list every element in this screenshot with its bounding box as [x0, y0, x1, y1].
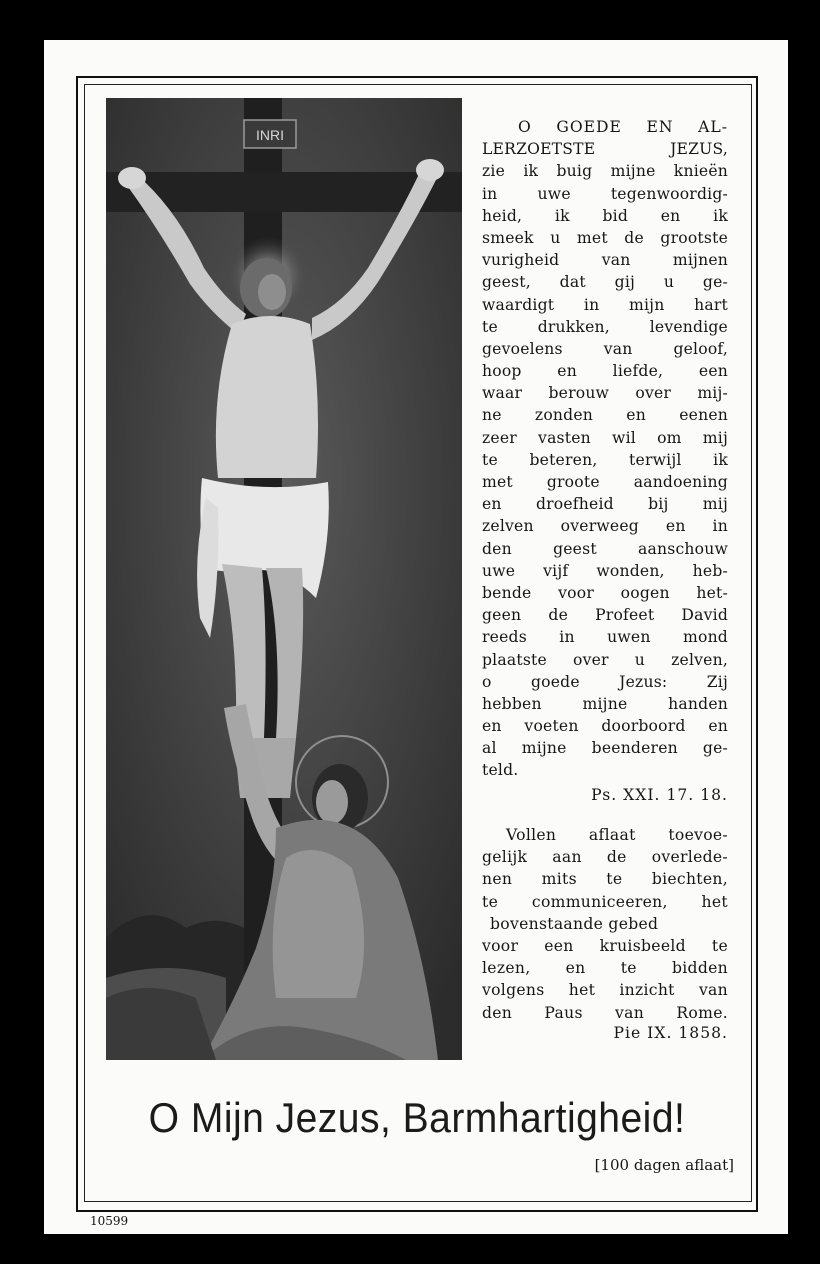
prayer-line: uwe vijf wonden, heb-: [482, 561, 728, 580]
prayer-card: [44, 40, 788, 1234]
psalm-reference: Ps. XXI. 17. 18.: [591, 786, 728, 804]
prayer-line: en droefheid bij mij: [482, 495, 728, 514]
prayer-line: zeer vasten wil om mij: [482, 428, 728, 447]
prayer-line: smeek u met de grootste: [482, 228, 728, 247]
prayer-line: LERZOETSTE JEZUS,: [482, 140, 728, 159]
indulgence-line: voor een kruisbeeld te: [482, 936, 728, 955]
prayer-line: te beteren, terwijl ik: [482, 450, 728, 469]
indulgence-line: den Paus van Rome.: [482, 1003, 728, 1022]
prayer-line: in uwe tegenwoordig-: [482, 184, 728, 203]
prayer-line: zie ik buig mijne knieën: [482, 162, 728, 181]
prayer-line: te drukken, levendige: [482, 317, 728, 336]
pope-reference: Pie IX. 1858.: [613, 1024, 728, 1042]
prayer-line: hoop en liefde, een: [482, 362, 728, 381]
prayer-line: o goede Jezus: Zij: [482, 672, 728, 691]
indulgence-text: [482, 824, 728, 1024]
catalog-number: 10599: [90, 1214, 129, 1228]
indulgence-line: te communiceeren, het: [482, 892, 728, 911]
prayer-line: waar berouw over mij-: [482, 384, 728, 403]
prayer-text: [482, 116, 728, 782]
prayer-line: vurigheid van mijnen: [482, 251, 728, 270]
prayer-line: geen de Profeet David: [482, 606, 728, 625]
prayer-line: teld.: [482, 761, 519, 780]
indulgence-line: lezen, en te bidden: [482, 959, 728, 978]
prayer-line: den geest aanschouw: [482, 539, 728, 558]
prayer-line: waardigt in mijn hart: [482, 295, 728, 314]
indulgence-line: nen mits te biechten,: [482, 870, 728, 889]
prayer-line: en voeten doorboord en: [482, 717, 728, 736]
prayer-line: plaatste over u zelven,: [482, 650, 728, 669]
prayer-line: geest, dat gij u ge-: [482, 273, 728, 292]
indulgence-line: gelijk aan de overlede-: [482, 848, 728, 867]
prayer-line: O GOEDE EN AL-: [518, 118, 728, 136]
prayer-line: reeds in uwen mond: [482, 628, 728, 647]
crucifixion-engraving: [106, 98, 462, 1060]
prayer-line: al mijne beenderen ge-: [482, 739, 728, 758]
prayer-line: met groote aandoening: [482, 473, 728, 491]
prayer-line: gevoelens van geloof,: [482, 339, 728, 358]
invocation-heading: O Mijn Jezus, Barmhartigheid!: [148, 1094, 686, 1141]
prayer-line: bende voor oogen het-: [482, 583, 728, 602]
days-indulgence-note: [100 dagen aflaat]: [594, 1156, 734, 1174]
prayer-line: hebben mijne handen: [482, 694, 728, 713]
indulgence-line: volgens het inzicht van: [482, 981, 728, 1000]
prayer-line: heid, ik bid en ik: [482, 206, 728, 225]
indulgence-line: bovenstaande gebed: [490, 914, 659, 933]
indulgence-line: Vollen aflaat toevoe-: [506, 826, 728, 844]
inri-inscription: INRI: [256, 127, 284, 143]
prayer-line: ne zonden en eenen: [482, 406, 728, 425]
prayer-line: zelven overweeg en in: [482, 517, 728, 536]
